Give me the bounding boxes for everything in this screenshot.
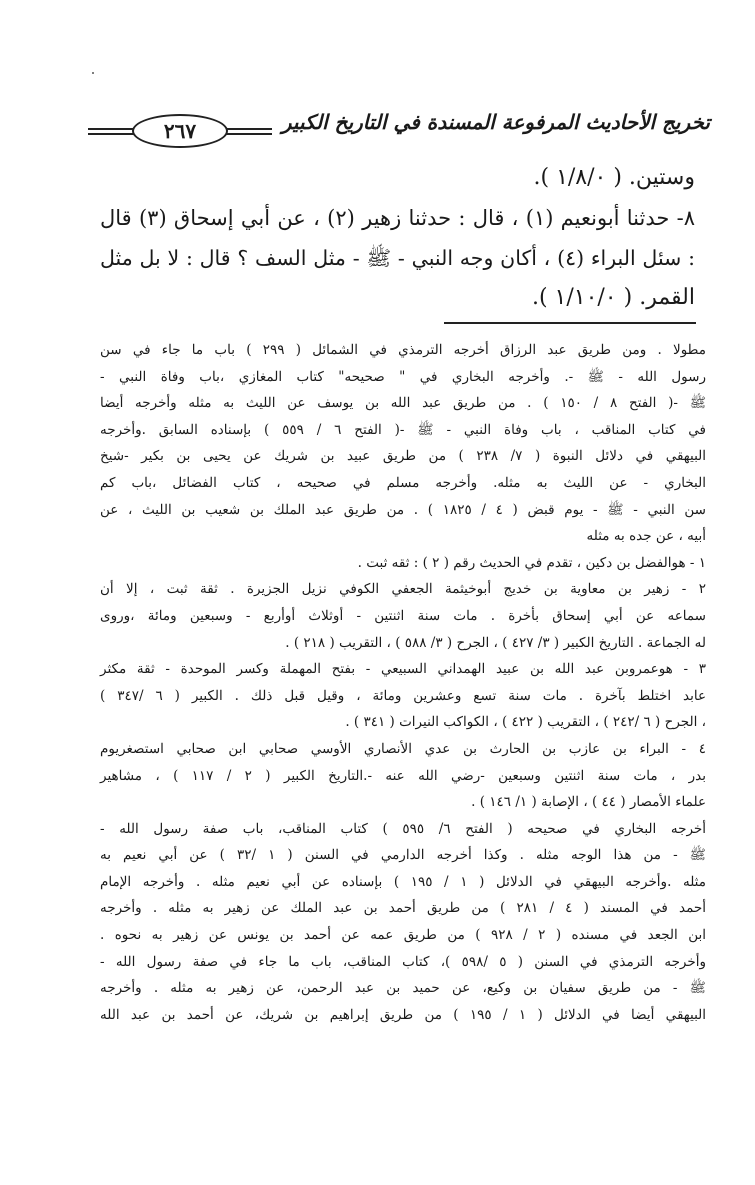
footnote-line: ١ - هوالفضل بن دكين ، تقدم في الحديث رقم ( ٢ ) : ثقه ثبت . [357,554,706,571]
footnote-line: ﷺ -( الفتح ٨ / ١٥٠ ) . من طريق عبد الله بن يوسف عن الليث به مثله وأخرجه أيضا [100,395,706,412]
footnote-line: سماعه عن أبي إسحاق بأخرة . مات سنة اثنتين - أوثلاث أوأربع - وسبعين ومائة ،وروى [100,607,706,624]
footnote-line: ابن الجعد في مسنده ( ٢ / ٩٢٨ ) من طريق عمه عن أحمد بن يونس عن زهير به نحوه . [100,927,706,944]
main-line: : سئل البراء (٤) ، أكان وجه النبي - ﷺ - مثل السف ؟ قال : لا بل مثل [100,246,695,270]
running-title: تخريج الأحاديث المرفوعة المسندة في التاريخ الكبير [281,110,710,134]
footnote-line: رسول الله - ﷺ -. وأخرجه البخاري في " صحيحه" كتاب المغازي ،باب وفاة النبي - [100,368,706,385]
footnote-line: له الجماعة . التاريخ الكبير ( ٣/ ٤٢٧ ) ، الجرح ( ٣/ ٥٨٨ ) ، التقريب ( ٢١٨ ) . [285,634,706,651]
footnote-line: أخرجه البخاري في صحيحه ( الفتح ٦/ ٥٩٥ ) كتاب المناقب، باب صفة رسول الله - [100,820,707,837]
page-number-badge [132,114,228,148]
footnote-line: ﷺ - من طريق سفيان بن وكيع، عن حميد بن عبد الرحمن، عن زهير به مثله . وأخرجه [100,980,706,997]
footnote-line: أحمد في المسند ( ٤ / ٢٨١ ) من طريق أحمد بن عبد الملك عن زهير به مثله . وأخرجه [100,900,706,917]
footnotes [100,337,706,1028]
page-number: ٢٦٧ [163,119,197,143]
footnote-line: ٤ - البراء بن عازب بن الحارث بن عدي الأنصاري الأوسي صحابي ابن صحابي استصغريوم [100,740,706,757]
footnote-line: البخاري - عن الليث به مثله. وأخرجه مسلم في صحيحه ، كتاب الفضائل ،باب كم [100,474,706,491]
footnote-line: سن النبي - ﷺ - يوم قبض ( ٤ / ١٨٢٥ ) . من طريق عبد الملك بن شعيب بن الليث ، عن [100,501,706,518]
footnote-line: ﷺ - من هذا الوجه مثله . وكذا أخرجه الدارمي في السنن ( ١ /٣٢ ) عن أبي نعيم به [100,847,706,864]
footnote-line: ، الجرح ( ٦ /٢٤٢ ) ، التقريب ( ٤٢٢ ) ، الكواكب النيرات ( ٣٤١ ) . [345,714,706,731]
main-line: وستين. ( ١/٨/٠ ). [533,165,695,190]
footnote-line: عابد اختلط بآخرة . مات سنة تسع وعشرين ومائة ، وقيل قبل ذلك . الكبير ( ٦ /٣٤٧ ) [100,687,707,704]
main-line: ٨- حدثنا أبونعيم (١) ، قال : حدثنا زهير (٢) ، عن أبي إسحاق (٣) قال [100,206,696,230]
footnote-line: البيهقي أيضا في الدلائل ( ١ / ١٩٥ ) من طريق إبراهيم بن شريك، عن أحمد بن عبد الله [100,1006,707,1023]
footnote-line: مطولا . ومن طريق عبد الرزاق أخرجه الترمذي في الشمائل ( ٢٩٩ ) باب ما جاء في سن [100,342,706,358]
footnote-line: البيهقي في دلائل النبوة ( ٧/ ٢٣٨ ) من طريق عبيد بن شريك عن يحيى بن بكير -شيخ [100,448,707,465]
footnote-line: ٢ - زهير بن معاوية بن خديج أبوخيثمة الجعفي الكوفي نزيل الجزيرة . ثقة ثبت ، إلا أن [100,581,706,598]
main-text [100,158,695,318]
footnote-line: مثله .وأخرجه البيهقي في الدلائل ( ١ / ١٩٥ ) بإسناده عن أبي نعيم مثله . وأخرجه الإمام [100,873,706,890]
main-line: القمر. ( ١/١٠/٠ ). [531,285,695,310]
footnote-line: أبيه ، عن جده به مثله [586,528,706,545]
footnote-line: بدر ، مات سنة اثنتين وسبعين -رضي الله عنه -.التاريخ الكبير ( ٢ / ١١٧ ) ، مشاهير [100,767,706,784]
footnote-line: ٣ - هوعمروبن عبد الله بن عبيد الهمداني السبيعي - بفتح المهملة وكسر الموحدة - ثقة مكثر [100,661,706,678]
footnote-separator [444,322,696,324]
footnote-line: وأخرجه الترمذي في السنن ( ٥ /٥٩٨ )، كتاب المناقب، باب ما جاء في صفة رسول الله - [100,953,706,970]
page-header [88,108,710,152]
footnote-line: علماء الأمصار ( ٤٤ ) ، الإصابة ( ١/ ١٤٦ ) . [471,794,706,811]
scan-speck [92,72,94,74]
footnote-line: في كتاب المناقب ، باب وفاة النبي - ﷺ -( الفتح ٦ / ٥٥٩ ) بإسناده السابق .وأخرجه [100,421,706,438]
